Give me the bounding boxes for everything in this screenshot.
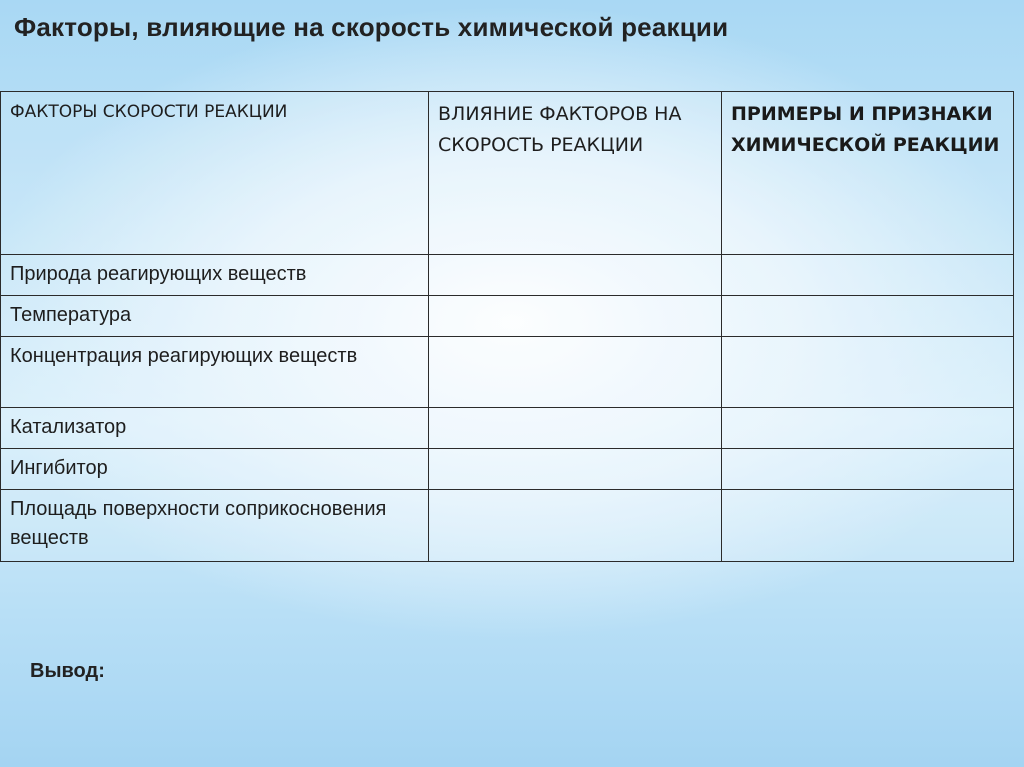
table-row (1, 449, 1014, 490)
table-row (1, 408, 1014, 449)
examples-cell[interactable] (722, 408, 1014, 449)
header-factors: ФАКТОРЫ СКОРОСТИ РЕАКЦИИ (1, 92, 429, 255)
conclusion-label: Вывод: (30, 660, 105, 682)
factor-cell: Температура (1, 296, 429, 337)
factor-cell: Концентрация реагирующих веществ (1, 337, 429, 408)
table-row (1, 296, 1014, 337)
table-header-row (1, 92, 1014, 255)
effect-cell[interactable] (429, 408, 722, 449)
examples-cell[interactable] (722, 296, 1014, 337)
factor-cell: Площадь поверхности соприкосновения веществ (1, 490, 429, 562)
effect-cell[interactable] (429, 255, 722, 296)
table-row (1, 490, 1014, 562)
factor-cell: Природа реагирующих веществ (1, 255, 429, 296)
effect-cell[interactable] (429, 337, 722, 408)
examples-cell[interactable] (722, 337, 1014, 408)
header-effect: ВЛИЯНИЕ ФАКТОРОВ НА СКОРОСТЬ РЕАКЦИИ (429, 92, 722, 255)
factor-cell: Катализатор (1, 408, 429, 449)
table-row (1, 255, 1014, 296)
factors-table (0, 91, 1014, 562)
examples-cell[interactable] (722, 490, 1014, 562)
factor-cell: Ингибитор (1, 449, 429, 490)
header-examples: ПРИМЕРЫ И ПРИЗНАКИ ХИМИЧЕСКОЙ РЕАКЦИИ (722, 92, 1014, 255)
examples-cell[interactable] (722, 449, 1014, 490)
effect-cell[interactable] (429, 449, 722, 490)
effect-cell[interactable] (429, 296, 722, 337)
table-row (1, 337, 1014, 408)
effect-cell[interactable] (429, 490, 722, 562)
examples-cell[interactable] (722, 255, 1014, 296)
slide-title: Факторы, влияющие на скорость химической реакции (14, 12, 729, 42)
